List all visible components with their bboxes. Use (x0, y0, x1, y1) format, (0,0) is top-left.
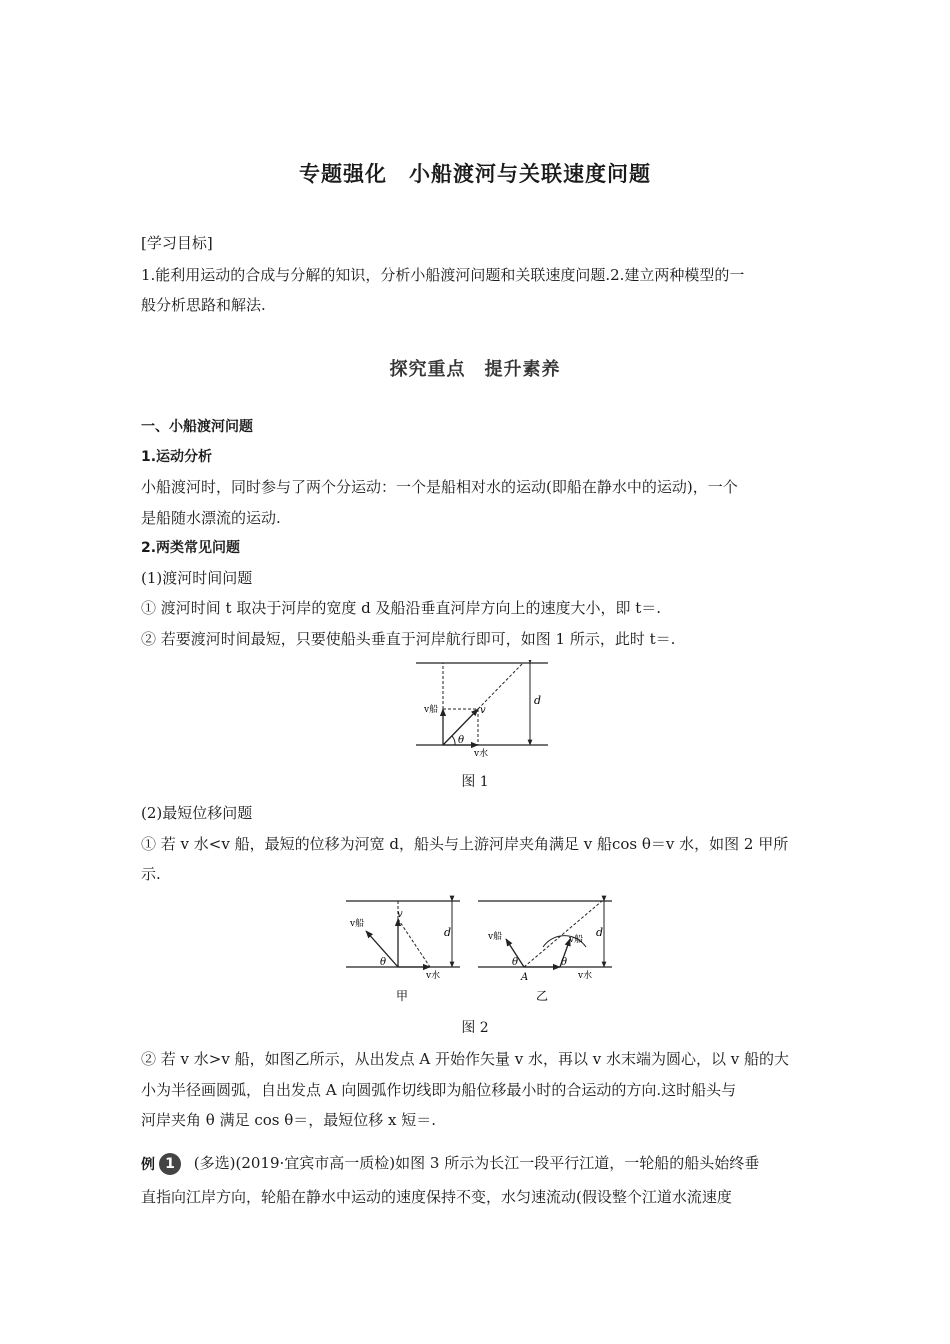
objectives-heading: [学习目标] (141, 234, 213, 252)
section-heading: 探究重点 提升素养 (389, 359, 561, 380)
figure-2a-diagram (346, 901, 460, 1003)
dashed-line (478, 663, 523, 709)
item-shortest-displacement-a: ① 若 v 水<v 船，最短的位移为河宽 d，船头与上游河岸夹角满足 v 船cos θ＝v 水，如图 2 甲所 (141, 835, 789, 853)
paragraph-line: 河岸夹角 θ 满足 cos θ＝，最短位移 x 短＝. (141, 1111, 437, 1129)
paragraph-line: 是船随水漂流的运动. (141, 509, 281, 527)
vboat-label: v船 (488, 932, 503, 942)
theta-label: θ (512, 957, 519, 968)
item-crossing-time: (1)渡河时间问题 (141, 569, 253, 587)
page-title: 专题强化 小船渡河与关联速度问题 (299, 162, 651, 186)
figure-1-caption: 图 1 (461, 774, 489, 790)
paragraph-line: 小为半径画圆弧，自出发点 A 向圆弧作切线即为船位移最小时的合运动的方向.这时船头与 (141, 1081, 737, 1099)
v-label: v (397, 909, 403, 920)
example-line-2: 直指向江岸方向，轮船在静水中运动的速度保持不变，水匀速流动(假设整个江道水流速度 (141, 1188, 732, 1206)
vboat-label: v船 (424, 705, 439, 715)
figure-2b-diagram (478, 901, 612, 1003)
example-text: (多选)(2019·宜宾市高一质检)如图 3 所示为长江一段平行江道，一轮船的船头始终垂 (193, 1154, 760, 1172)
example-number-badge: 1 (159, 1153, 181, 1175)
objectives-line-2: 般分析思路和解法. (141, 296, 266, 314)
theta-label: θ (458, 735, 465, 746)
theta-arc (452, 736, 455, 745)
point-a-label: A (521, 972, 529, 983)
subheading-motion-analysis: 1.运动分析 (141, 449, 213, 465)
paragraph-line: 小船渡河时，同时参与了两个分运动：一个是船相对水的运动(即船在静水中的运动)，一个 (141, 478, 738, 496)
vboat-label: v船 (350, 919, 365, 929)
sub-caption-a: 甲 (396, 989, 409, 1003)
d-label: d (444, 926, 452, 939)
theta-label: θ (380, 957, 387, 968)
d-label: d (596, 926, 604, 939)
vwater-label: v水 (474, 749, 489, 758)
sub-caption-b: 乙 (536, 989, 549, 1003)
v-label: v (480, 705, 486, 716)
figure-2-diagram (340, 893, 630, 1005)
paragraph-line: 示. (141, 865, 161, 883)
vwater-label: v水 (578, 971, 593, 981)
figure-1-diagram (412, 660, 552, 758)
example-label: 例 (141, 1157, 155, 1173)
theta-label-b: θ (561, 957, 568, 968)
figure-2-caption: 图 2 (461, 1020, 489, 1036)
objectives-line-1: 1.能利用运动的合成与分解的知识，分析小船渡河问题和关联速度问题.2.建立两种模型的一 (141, 266, 745, 284)
item-crossing-time-b: ② 若要渡河时间最短，只要使船头垂直于河岸航行即可，如图 1 所示，此时 t＝. (141, 630, 676, 648)
vboat-label-b: v船 (569, 935, 584, 945)
part1-heading: 一、小船渡河问题 (141, 419, 253, 435)
d-label: d (534, 694, 542, 707)
item-crossing-time-a: ① 渡河时间 t 取决于河岸的宽度 d 及船沿垂直河岸方向上的速度大小，即 t＝. (141, 599, 662, 617)
subheading-common-problems: 2.两类常见问题 (141, 540, 241, 556)
dashed-line (398, 919, 430, 967)
item-shortest-displacement-b: ② 若 v 水>v 船，如图乙所示，从出发点 A 开始作矢量 v 水，再以 v 水末端为圆心，以 v 船的大 (141, 1050, 789, 1068)
vwater-label: v水 (426, 971, 441, 981)
example-line-1 (141, 1152, 759, 1175)
item-shortest-displacement: (2)最短位移问题 (141, 804, 253, 822)
